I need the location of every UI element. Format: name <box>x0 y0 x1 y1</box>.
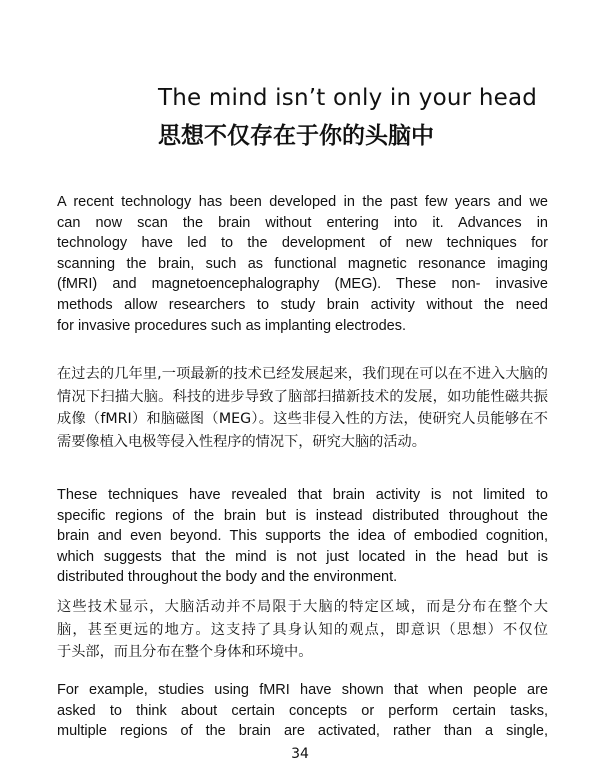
paragraph-2 <box>57 363 548 453</box>
paragraph-3 <box>57 485 548 588</box>
paragraph-5 <box>57 680 548 742</box>
text-line: For example, studies using fMRI have shown that when people are <box>57 682 548 698</box>
text-line: brain and even beyond. This supports the idea of embodied cognition, <box>57 528 548 545</box>
text-line: methods allow researchers to study brain activity without the need <box>57 296 548 313</box>
text-line: technology have led to the development of new techniques for <box>57 235 548 252</box>
text-line: 脑，甚至更远的地方。这支持了具身认知的观点，即意识（思想）不仅位 <box>57 621 548 638</box>
text-line: can now scan the brain without entering into it. Advances in <box>57 214 548 231</box>
text-line: for invasive procedures such as implanting electrodes. <box>57 317 406 334</box>
paragraph-1 <box>57 192 548 336</box>
text-line: 情况下扫描大脑。科技的进步导致了脑部扫描新技术的发展，如功能性磁共振 <box>57 388 548 405</box>
text-line: (fMRI) and magnetoencephalography (MEG). These non- invasive <box>57 276 548 293</box>
text-line: 需要像植入电极等侵入性程序的情况下，研究大脑的活动。 <box>57 433 426 450</box>
text-line: specific regions of the brain but is instead distributed throughout the <box>57 507 548 524</box>
text-line: which suggests that the mind is not just located in the head but is <box>57 548 548 565</box>
title-english: The mind isn’t only in your head <box>158 85 538 111</box>
text-line: These techniques have revealed that brain activity is not limited to <box>57 487 548 503</box>
text-line: 成像（fMRI）和脑磁图（MEG）。这些非侵入性的方法，使研究人员能够在不 <box>57 411 548 427</box>
text-line: asked to think about certain concepts or perform certain tasks, <box>57 702 548 719</box>
text-line: 于头部，而且分布在整个身体和环境中。 <box>57 644 313 660</box>
title-chinese: 思想不仅存在于你的头脑中 <box>158 123 434 149</box>
text-line: 这些技术显示，大脑活动并不局限于大脑的特定区域，而是分布在整个大 <box>57 599 548 615</box>
text-line: A recent technology has been developed in the past few years and we <box>57 194 548 210</box>
page-number: 34 <box>291 746 309 762</box>
text-line: multiple regions of the brain are activated, rather than a single, <box>57 723 548 740</box>
text-line: 在过去的几年里,一项最新的技术已经发展起来，我们现在可以在不进入大脑的 <box>57 366 548 382</box>
text-line: scanning the brain, such as functional magnetic resonance imaging <box>57 255 548 272</box>
text-line: distributed throughout the body and the environment. <box>57 569 398 586</box>
paragraph-4 <box>57 596 548 664</box>
